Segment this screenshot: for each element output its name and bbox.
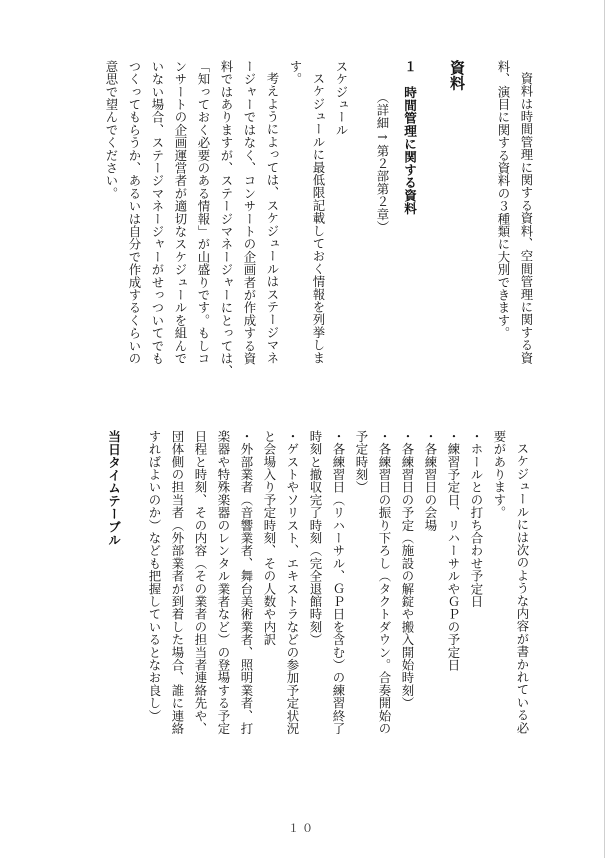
section-heading <box>398 60 421 400</box>
bullet-item-continuation: 時刻と撤収完了時刻（完全退館時刻） <box>308 430 323 646</box>
schedule-paragraph-2-line-g: つくってもらうか、あるいは自分で作成するくらいの <box>127 60 142 365</box>
bullet-item: ・各練習日の予定（施設の解錠や搬入開始時刻） <box>400 430 415 710</box>
spacer <box>421 60 439 400</box>
bullet-item-continuation: 予定時刻） <box>354 430 369 494</box>
bullet-item-continuation: 楽器や特殊楽器のレンタル業者など）の登場する予定 <box>216 430 231 735</box>
bullet-item: ・外部業者（音響業者、舞台美術業者、照明業者、打 <box>239 430 254 735</box>
spacer <box>474 60 492 400</box>
schedule-paragraph-2-line-h: 意思で望んでください。 <box>104 60 119 200</box>
schedule-paragraph-2-line-c: 料ではありますが、ステージマネージャーにとっては、 <box>219 60 234 378</box>
timetable-heading: 当日タイムテーブル <box>106 430 121 547</box>
bullet-item: ・ホールとの打ち合わせ予定日 <box>469 430 484 608</box>
intro-line-2: 料、演目に関する資料の３種類に大別できます。 <box>496 60 511 340</box>
spacer <box>125 430 143 780</box>
spacer <box>353 60 371 400</box>
bullet-item: ・各練習日（リハーサル、ＧＰ日を含む）の練習終了 <box>331 430 346 735</box>
bullet-item: ・各練習日の会場 <box>423 430 438 532</box>
schedule-paragraph-2-line-b: ージャーではなく、コンサートの企画者が作成する資 <box>242 60 257 365</box>
bullet-item: ・ゲストやソリスト、エキストラなどの参加予定状況 <box>285 430 300 735</box>
schedule-contents-intro-2: 要があります。 <box>492 430 507 519</box>
heading-text: 時間管理に関する資料 <box>402 85 417 215</box>
bullet-item: ・練習予定日、リハーサルやＧＰの予定日 <box>446 430 461 672</box>
schedule-heading: スケジュール <box>334 60 349 137</box>
schedule-paragraph-1-cont: す。 <box>288 60 303 86</box>
bullet-item: ・各練習日の振り下ろし（タクトダウン。合奏開始の <box>377 430 392 735</box>
bullet-item-continuation: 日程と時刻、その内容（その業者の担当者連絡先や、 <box>193 430 208 735</box>
schedule-paragraph-2-line-f: いない場合、ステージマネージャーがせっついてでも <box>150 60 165 365</box>
page-title: 資料 <box>448 60 466 91</box>
schedule-paragraph-2-line-e: ンサートの企画運営者が適切なスケジュールを組んで <box>173 60 188 365</box>
detail-note: （詳細→第２部第２章） <box>375 91 390 234</box>
schedule-contents-intro-1: スケジュールには次のような内容が書かれている必 <box>515 442 530 735</box>
schedule-paragraph-2-line-d: 「知っておく必要のある情報」が山盛りです。もしコ <box>196 60 211 365</box>
schedule-paragraph-1: スケジュールに最低限記載しておく情報を列挙しま <box>311 72 326 365</box>
bullet-item-continuation: すればよいのか）なども把握しているとなお良し） <box>147 430 162 723</box>
intro-line-1: 資料は時間管理に関する資料、空間管理に関する資 <box>519 72 534 365</box>
page-number: １０ <box>288 822 316 835</box>
bullet-item-continuation: 団体側の担当者（外部業者が到着した場合、誰に連絡 <box>170 430 185 735</box>
schedule-paragraph-2-line-a: 考えようによっては、スケジュールはステージマネ <box>265 72 280 365</box>
heading-number: １ <box>402 60 417 73</box>
bullet-item-continuation: と会場入り予定時刻、その人数や内訳 <box>262 430 277 646</box>
top-text-block <box>68 60 538 400</box>
bottom-text-block <box>69 430 534 780</box>
